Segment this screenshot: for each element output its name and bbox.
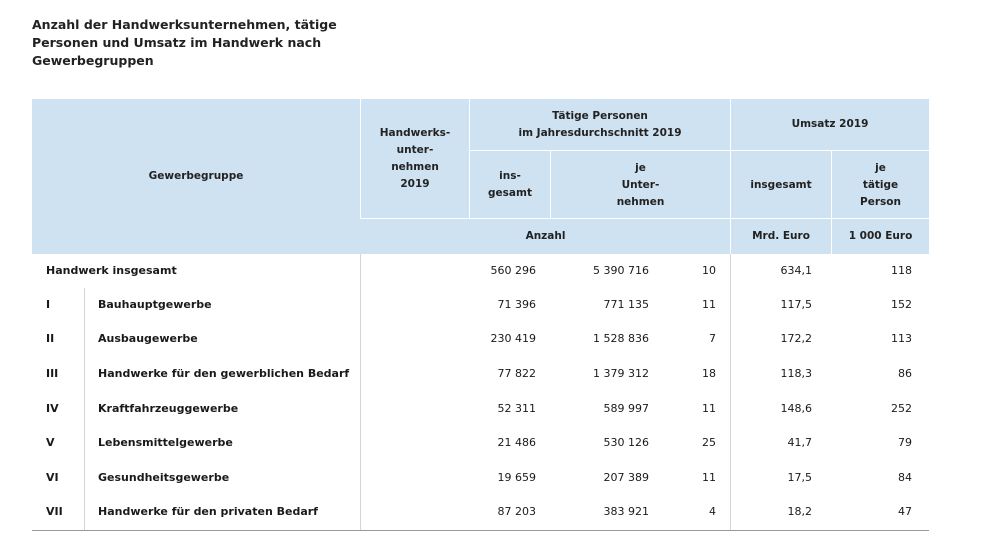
cell-unternehmen: 87 203 (497, 505, 536, 518)
cell-personen: 383 921 (603, 505, 649, 518)
table-row (32, 392, 929, 426)
unit-1000-euro: 1 000 Euro (848, 230, 913, 242)
header-tp-je-unternehmen: je Unter- nehmen (616, 161, 665, 208)
cell-je-unternehmen: 18 (702, 367, 716, 380)
table-row (32, 288, 929, 322)
cell-umsatz: 17,5 (787, 471, 812, 484)
cell-je-person: 113 (891, 332, 912, 345)
cell-unternehmen: 52 311 (497, 402, 536, 415)
data-table (32, 99, 929, 518)
row-number: VI (46, 471, 59, 484)
cell-personen: 207 389 (603, 471, 649, 484)
cell-umsatz: 172,2 (780, 332, 812, 345)
table-row (32, 461, 929, 495)
cell-umsatz: 118,3 (780, 367, 812, 380)
cell-personen: 589 997 (603, 402, 649, 415)
header-tp-insgesamt: ins- gesamt (488, 170, 532, 199)
cell-je-person: 86 (898, 367, 912, 380)
header-gewerbegruppe: Gewerbegruppe (148, 170, 244, 182)
table-row (32, 495, 929, 529)
row-name: Kraftfahrzeuggewerbe (98, 402, 239, 415)
cell-je-unternehmen: 25 (702, 436, 716, 449)
table-header (32, 99, 929, 254)
unit-anzahl: Anzahl (525, 230, 566, 242)
cell-je-person: 152 (891, 298, 912, 311)
header-unternehmen: Handwerks- unter- nehmen 2019 (379, 127, 451, 190)
cell-personen: 5 390 716 (593, 264, 649, 277)
header-umsatz-je-person: je tätige Person (860, 161, 901, 208)
row-name: Handwerke für den gewerblichen Bedarf (98, 367, 350, 380)
table-bottom-rule (32, 530, 929, 531)
cell-je-unternehmen: 11 (702, 298, 716, 311)
row-name: Handwerke für den privaten Bedarf (98, 505, 318, 518)
row-name: Handwerk insgesamt (46, 264, 177, 277)
cell-personen: 771 135 (603, 298, 649, 311)
cell-unternehmen: 71 396 (497, 298, 536, 311)
cell-je-unternehmen: 10 (702, 264, 716, 277)
cell-unternehmen: 560 296 (490, 264, 536, 277)
cell-personen: 1 379 312 (593, 367, 649, 380)
cell-unternehmen: 19 659 (497, 471, 536, 484)
cell-je-unternehmen: 4 (709, 505, 716, 518)
table-title: Anzahl der Handwerksunternehmen, tätige Personen und Umsatz im Handwerk nach Gewerbegruppen (32, 17, 337, 68)
header-umsatz-insgesamt: insgesamt (750, 178, 812, 191)
cell-umsatz: 18,2 (787, 505, 812, 518)
cell-je-person: 252 (891, 402, 912, 415)
cell-je-person: 118 (891, 264, 912, 277)
cell-unternehmen: 230 419 (490, 332, 536, 345)
cell-umsatz: 634,1 (780, 264, 812, 277)
cell-umsatz: 41,7 (787, 436, 812, 449)
table-row (32, 322, 929, 356)
row-number: V (46, 436, 55, 449)
cell-personen: 1 528 836 (593, 332, 649, 345)
row-number: III (46, 367, 59, 380)
row-name: Ausbaugewerbe (98, 332, 198, 345)
table-row (32, 357, 929, 391)
cell-umsatz: 117,5 (780, 298, 812, 311)
cell-unternehmen: 77 822 (497, 367, 536, 380)
row-name: Bauhauptgewerbe (98, 298, 212, 311)
table-row (32, 254, 929, 288)
header-taetige-personen: Tätige Personen im Jahresdurchschnitt 2019 (518, 109, 682, 139)
cell-je-unternehmen: 11 (702, 471, 716, 484)
header-umsatz: Umsatz 2019 (791, 118, 869, 130)
row-number: II (46, 332, 55, 345)
row-name: Lebensmittelgewerbe (98, 436, 233, 449)
row-number: VII (46, 505, 63, 518)
cell-unternehmen: 21 486 (497, 436, 536, 449)
cell-je-unternehmen: 11 (702, 402, 716, 415)
cell-umsatz: 148,6 (780, 402, 812, 415)
row-number: I (46, 298, 51, 311)
cell-je-person: 47 (898, 505, 912, 518)
cell-personen: 530 126 (603, 436, 649, 449)
cell-je-person: 79 (898, 436, 912, 449)
cell-je-person: 84 (898, 471, 912, 484)
table-row (32, 426, 929, 460)
row-number: IV (46, 402, 59, 415)
row-name: Gesundheitsgewerbe (98, 471, 230, 484)
unit-mrd-euro: Mrd. Euro (752, 230, 810, 242)
cell-je-unternehmen: 7 (709, 332, 716, 345)
